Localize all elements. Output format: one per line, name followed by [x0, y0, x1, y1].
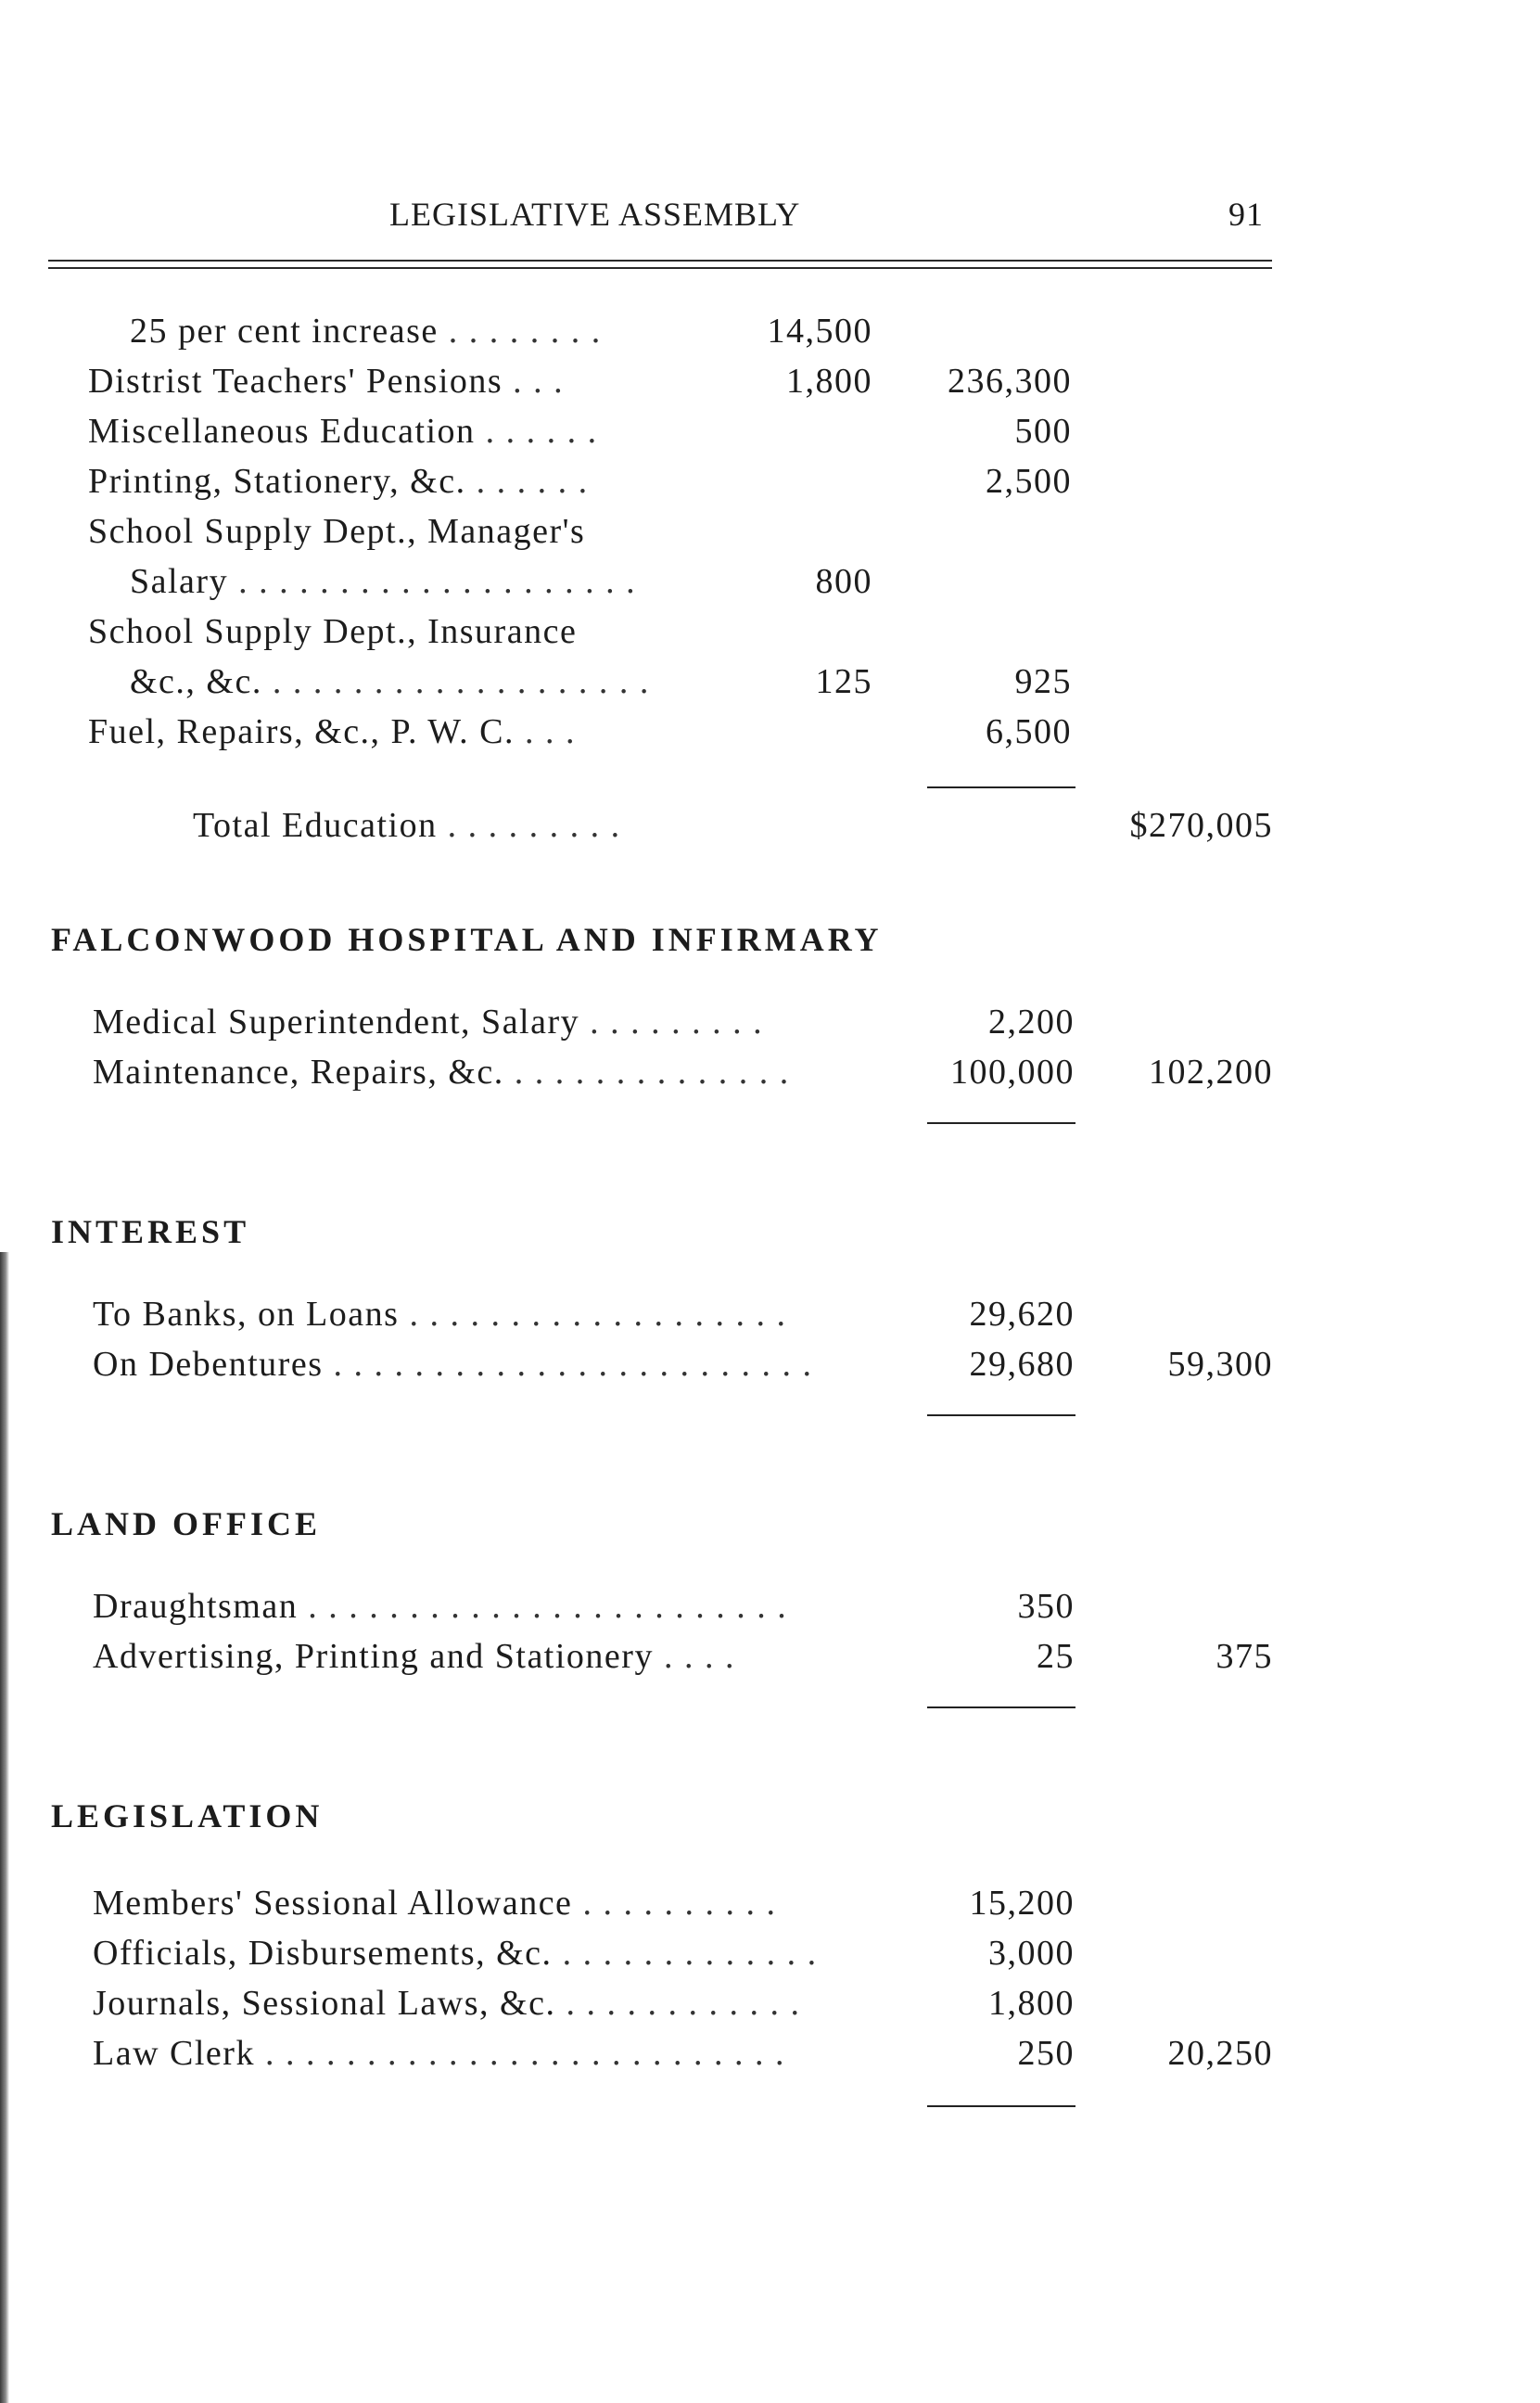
- item-amount: 15,200: [969, 1884, 1075, 1923]
- list-item: [0, 1933, 1540, 1983]
- item-amount: 1,800: [786, 362, 872, 401]
- section-heading: LAND OFFICE: [51, 1505, 322, 1542]
- item-label: Maintenance, Repairs, &c.: [93, 1053, 504, 1092]
- item-amount: 14,500: [767, 312, 872, 351]
- item-amount: 29,620: [969, 1295, 1075, 1334]
- header-rule-bottom: [48, 267, 1272, 269]
- leader-dots: . . .: [525, 712, 577, 751]
- section-heading: LEGISLATION: [51, 1797, 324, 1834]
- list-item: [0, 1344, 1540, 1394]
- list-item: [0, 511, 1540, 561]
- list-item: [0, 1294, 1540, 1344]
- leader-dots: . . . . . . . . . . . . . . . . . . . . . . . .: [308, 1587, 788, 1626]
- list-item: [0, 411, 1540, 461]
- item-subtotal: 236,300: [948, 362, 1072, 401]
- item-amount: 2,200: [988, 1003, 1075, 1042]
- leader-dots: . . . . . . . .: [448, 312, 602, 351]
- header-title: LEGISLATIVE ASSEMBLY: [389, 196, 801, 233]
- subtotal-rule: [927, 2105, 1075, 2107]
- item-subtotal: 6,500: [986, 712, 1072, 751]
- item-amount: 1,800: [988, 1984, 1075, 2023]
- item-label: School Supply Dept., Manager's: [88, 512, 586, 551]
- leader-dots: . . . . . . . . . . . . .: [562, 1934, 818, 1973]
- leader-dots: . . . . . . . . . . . . . . . . . . . . . . . . . .: [264, 2034, 785, 2073]
- item-label: Salary: [130, 562, 229, 601]
- item-label: To Banks, on Loans: [93, 1295, 400, 1334]
- running-header: [0, 195, 1540, 250]
- leader-dots: . . . . . . . . .: [590, 1003, 764, 1042]
- item-label: Medical Superintendent, Salary: [93, 1003, 580, 1042]
- item-label: School Supply Dept., Insurance: [88, 612, 578, 651]
- item-amount: 350: [1017, 1587, 1075, 1626]
- item-label: Printing, Stationery, &c.: [88, 462, 466, 501]
- item-label: Members' Sessional Allowance: [93, 1884, 573, 1923]
- list-item: [0, 361, 1540, 411]
- total-value: $270,005: [1129, 806, 1273, 845]
- item-amount: 25: [1037, 1637, 1075, 1676]
- page-edge-shadow: [0, 1252, 9, 2403]
- item-label: 25 per cent increase: [130, 312, 439, 351]
- item-amount: 100,000: [950, 1053, 1075, 1092]
- item-label: Advertising, Printing and Stationery: [93, 1637, 654, 1676]
- item-amount: 250: [1017, 2034, 1075, 2073]
- list-item: [0, 2033, 1540, 2083]
- page-number: 91: [1228, 196, 1264, 233]
- total-label: Total Education: [193, 806, 438, 845]
- list-item: [0, 1983, 1540, 2033]
- list-item: [0, 1883, 1540, 1933]
- list-item: [0, 311, 1540, 361]
- item-label: Officials, Disbursements, &c.: [93, 1934, 553, 1973]
- list-item: [0, 711, 1540, 761]
- list-item: [0, 1586, 1540, 1636]
- section-heading: FALCONWOOD HOSPITAL AND INFIRMARY: [51, 921, 883, 958]
- list-item: [0, 1052, 1540, 1102]
- leader-dots: . . . .: [663, 1637, 735, 1676]
- item-amount: 800: [815, 562, 872, 601]
- item-amount: 29,680: [969, 1345, 1075, 1384]
- item-label: Distrist Teachers' Pensions: [88, 362, 503, 401]
- item-amount: 125: [815, 662, 872, 701]
- item-subtotal: 500: [1014, 412, 1072, 451]
- list-item: [0, 561, 1540, 611]
- item-subtotal: 2,500: [986, 462, 1072, 501]
- list-item: [0, 611, 1540, 661]
- total-row: [0, 805, 1540, 855]
- item-total: 59,300: [1167, 1345, 1273, 1384]
- subtotal-rule: [927, 1706, 1075, 1708]
- list-item: [0, 1002, 1540, 1052]
- item-label: Journals, Sessional Laws, &c.: [93, 1984, 556, 2023]
- item-label: Fuel, Repairs, &c., P. W. C.: [88, 712, 515, 751]
- list-item: [0, 461, 1540, 511]
- header-rule-top: [48, 260, 1272, 262]
- subtotal-rule: [927, 786, 1075, 788]
- leader-dots: . . . . . . . . . . . . . .: [514, 1053, 790, 1092]
- leader-dots: . . . . . . . . . . . .: [566, 1984, 801, 2023]
- list-item: [0, 1636, 1540, 1686]
- subtotal-rule: [927, 1122, 1075, 1124]
- leader-dots: . . . . . . . . .: [447, 806, 621, 845]
- item-total: 102,200: [1149, 1053, 1273, 1092]
- leader-dots: . . . . . . . . . . . . . . . . . . . . . . . .: [333, 1345, 813, 1384]
- item-label: Miscellaneous Education: [88, 412, 476, 451]
- item-label: On Debentures: [93, 1345, 324, 1384]
- leader-dots: . . . . . . . . . . . . . . . . . . .: [272, 662, 650, 701]
- leader-dots: . . . . . . . . . . . . . . . . . . . .: [238, 562, 637, 601]
- item-subtotal: 925: [1014, 662, 1072, 701]
- leader-dots: . . . . . . . . . .: [582, 1884, 777, 1923]
- subtotal-rule: [927, 1414, 1075, 1416]
- item-label: &c., &c.: [130, 662, 262, 701]
- item-total: 375: [1215, 1637, 1273, 1676]
- leader-dots: . . . . . . . . . . . . . . . . . . .: [409, 1295, 787, 1334]
- section-heading: INTEREST: [51, 1213, 250, 1250]
- leader-dots: . . . . . .: [485, 412, 598, 451]
- item-label: Draughtsman: [93, 1587, 299, 1626]
- leader-dots: . . .: [513, 362, 565, 401]
- leader-dots: . . . . . .: [476, 462, 589, 501]
- item-amount: 3,000: [988, 1934, 1075, 1973]
- item-total: 20,250: [1167, 2034, 1273, 2073]
- list-item: [0, 661, 1540, 711]
- item-label: Law Clerk: [93, 2034, 255, 2073]
